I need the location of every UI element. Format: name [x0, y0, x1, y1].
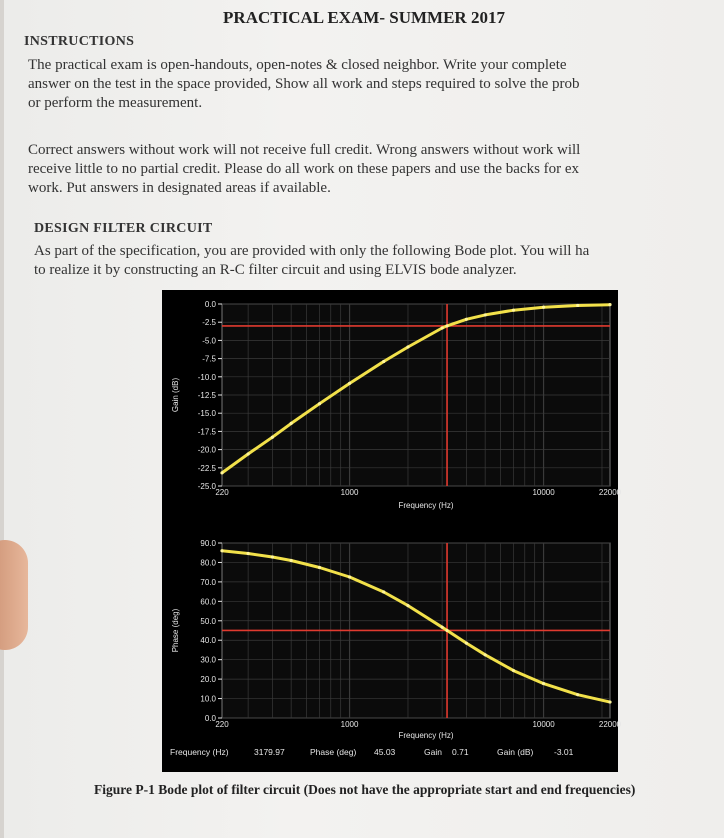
y-tick-label: 40.0: [200, 636, 216, 646]
data-point: [318, 566, 321, 569]
x-tick-label: 220: [215, 720, 229, 729]
data-point: [290, 559, 293, 562]
instructions-paragraph-2: [28, 141, 708, 198]
page-title: PRACTICAL EXAM- SUMMER 2017: [223, 8, 505, 27]
data-point: [318, 402, 321, 405]
readout-phase-label: Phase (deg): [310, 747, 357, 757]
design-paragraph: [34, 242, 708, 280]
y-tick-label: 50.0: [200, 616, 216, 626]
data-point: [290, 422, 293, 425]
x-tick-label: 220: [215, 488, 229, 497]
y-tick-label: 30.0: [200, 655, 216, 665]
data-point: [484, 653, 487, 656]
readout-gaindb-label: Gain (dB): [497, 747, 534, 757]
text-line: Correct answers without work will not receive full credit. Wrong answers without work will: [28, 142, 581, 158]
finger-in-photo: [0, 540, 28, 650]
bode-plot-panel: [162, 290, 622, 772]
y-tick-label: -2.5: [202, 318, 216, 328]
text-line: work. Put answers in designated areas if available.: [28, 180, 331, 196]
y-tick-label: 80.0: [200, 558, 216, 568]
y-axis-label: Phase (deg): [171, 608, 180, 653]
y-tick-label: -5.0: [202, 336, 216, 346]
data-point: [382, 360, 385, 363]
x-axis-label: Frequency (Hz): [398, 501, 454, 510]
text-line: answer on the test in the space provided, Show all work and steps required to solve the prob: [28, 76, 580, 92]
y-tick-label: 70.0: [200, 577, 216, 587]
y-tick-label: -15.0: [197, 409, 216, 419]
data-point: [441, 326, 444, 329]
data-point: [220, 471, 223, 474]
text-line: The practical exam is open-handouts, open-notes & closed neighbor. Write your complete: [28, 57, 567, 73]
y-tick-label: 60.0: [200, 597, 216, 607]
data-point: [445, 629, 448, 632]
data-point: [465, 318, 468, 321]
data-point: [247, 452, 250, 455]
data-point: [348, 575, 351, 578]
readout-frequency-label: Frequency (Hz): [170, 747, 229, 757]
data-point: [406, 345, 409, 348]
exam-page: [4, 0, 724, 838]
data-point: [382, 590, 385, 593]
data-point: [247, 552, 250, 555]
data-point: [576, 304, 579, 307]
x-tick-label: 22000: [598, 488, 622, 497]
bode-plot-svg: [162, 290, 622, 772]
readout-gaindb-value: -3.01: [554, 747, 574, 757]
x-axis-label: Frequency (Hz): [398, 731, 454, 740]
data-point: [406, 604, 409, 607]
data-point: [512, 309, 515, 312]
x-tick-label: 1000: [340, 488, 359, 497]
data-point: [484, 313, 487, 316]
data-point: [441, 626, 444, 629]
x-tick-label: 1000: [340, 720, 359, 729]
data-point: [445, 324, 448, 327]
data-point: [542, 306, 545, 309]
y-tick-label: 90.0: [200, 539, 216, 548]
data-point: [512, 669, 515, 672]
readout-gain-label: Gain: [424, 747, 442, 757]
y-tick-label: -17.5: [197, 427, 216, 437]
data-point: [608, 303, 611, 306]
instructions-heading: INSTRUCTIONS: [24, 34, 135, 49]
x-tick-label: 10000: [532, 720, 555, 729]
x-tick-label: 10000: [532, 488, 555, 497]
readout-frequency-value: 3179.97: [254, 747, 285, 757]
y-tick-label: 0.0: [204, 300, 216, 309]
data-point: [271, 436, 274, 439]
data-point: [271, 555, 274, 558]
figure-caption: Figure P-1 Bode plot of filter circuit (Does not have the appropriate start and end frequencies): [94, 782, 636, 797]
data-point: [220, 549, 223, 552]
text-line: or perform the measurement.: [28, 95, 203, 111]
data-point: [348, 382, 351, 385]
y-tick-label: -12.5: [197, 391, 216, 400]
x-tick-label: 22000: [598, 720, 622, 729]
y-tick-label: -22.5: [197, 463, 216, 473]
y-tick-label: 20.0: [200, 675, 216, 685]
y-tick-label: -25.0: [197, 482, 216, 491]
text-line: to realize it by constructing an R-C filter circuit and using ELVIS bode analyzer.: [34, 262, 517, 278]
instructions-paragraph-1: [28, 56, 708, 113]
y-tick-label: -7.5: [202, 354, 216, 364]
data-point: [576, 693, 579, 696]
readout-gain-value: 0.71: [452, 747, 469, 757]
text-line: receive little to no partial credit. Please do all work on these papers and use the backs for ex: [28, 161, 580, 177]
text-line: As part of the specification, you are provided with only the following Bode plot. You will ha: [34, 243, 590, 259]
readout-phase-value: 45.03: [374, 747, 396, 757]
y-tick-label: 10.0: [200, 694, 216, 704]
data-point: [542, 682, 545, 685]
data-point: [465, 642, 468, 645]
y-tick-label: 0.0: [204, 714, 216, 723]
design-heading: DESIGN FILTER CIRCUIT: [34, 221, 213, 236]
data-point: [608, 700, 611, 703]
y-tick-label: -10.0: [197, 372, 216, 382]
y-axis-label: Gain (dB): [171, 377, 180, 413]
y-tick-label: -20.0: [197, 445, 216, 455]
